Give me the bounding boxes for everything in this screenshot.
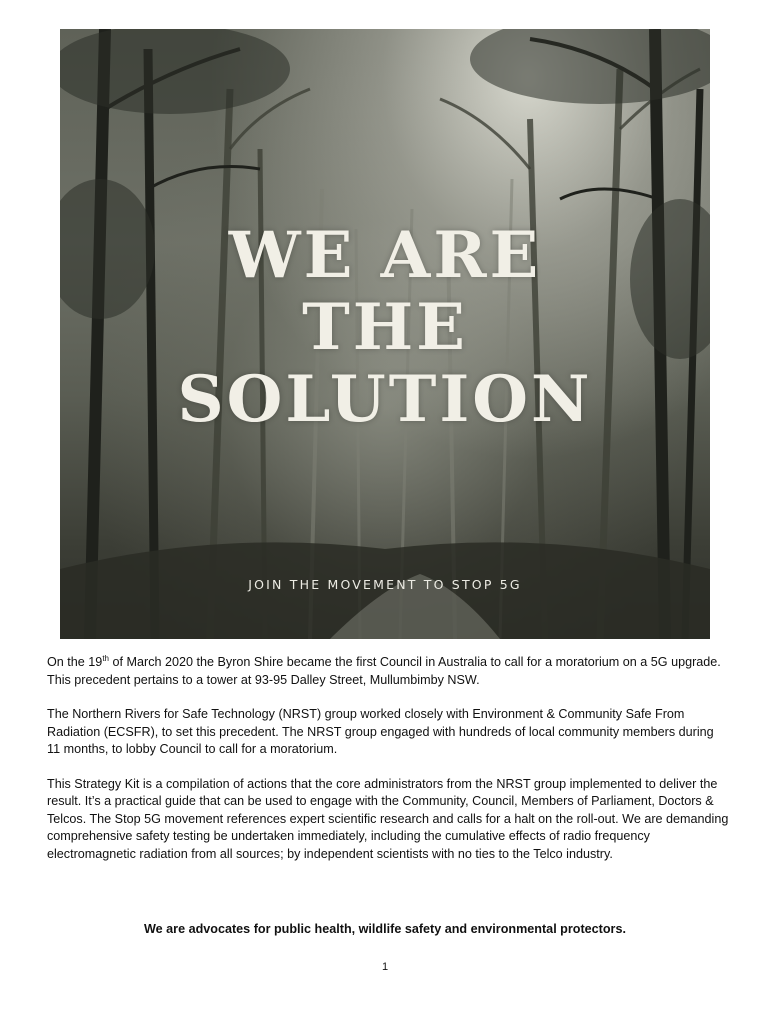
paragraph-1-rest: of March 2020 the Byron Shire became the first Council in Australia to call for a moratorium on a 5G upgrade. This precedent pertains to a tower at 93-95 Dalley Street, Mullumbimby NSW.	[47, 655, 721, 687]
paragraph-1-start: On the 19	[47, 655, 103, 669]
hero-title-line-3: SOLUTION	[177, 362, 593, 437]
paragraph-strategy-kit: This Strategy Kit is a compilation of actions that the core administrators from the NRST group implemented to deliver the result. It’s a practical guide that can be used to engage with the Community, Council, Members of Parliament, Doctors & Telcos. The Stop 5G movement references expert scientific research and calls for a halt on the roll-out. We are demanding comprehensive safety testing be undertaken immediately, including the cumulative effects of radio frequency electromagnetic radiation from all sources; by independent scientists with no ties to the Telco industry.	[47, 776, 729, 861]
hero-image	[60, 29, 710, 639]
paragraph-nrst: The Northern Rivers for Safe Technology (NRST) group worked closely with Environment & Community Safe From Radiation (ECSFR), to set this precedent. The NRST group engaged with hundreds of local community members during 11 months, to lobby Council to call for a moratorium.	[47, 707, 714, 756]
ordinal-superscript: th	[102, 653, 109, 663]
hero-subtitle: JOIN THE MOVEMENT TO STOP 5G	[248, 577, 522, 592]
hero-title-line-1: WE ARE	[228, 218, 542, 293]
hero-title-line-2: THE	[302, 290, 468, 365]
paragraph-moratorium	[47, 654, 729, 689]
page-number: 1	[381, 961, 389, 973]
closing-statement: We are advocates for public health, wildlife safety and environmental protectors.	[144, 922, 626, 936]
body-text	[47, 654, 729, 880]
